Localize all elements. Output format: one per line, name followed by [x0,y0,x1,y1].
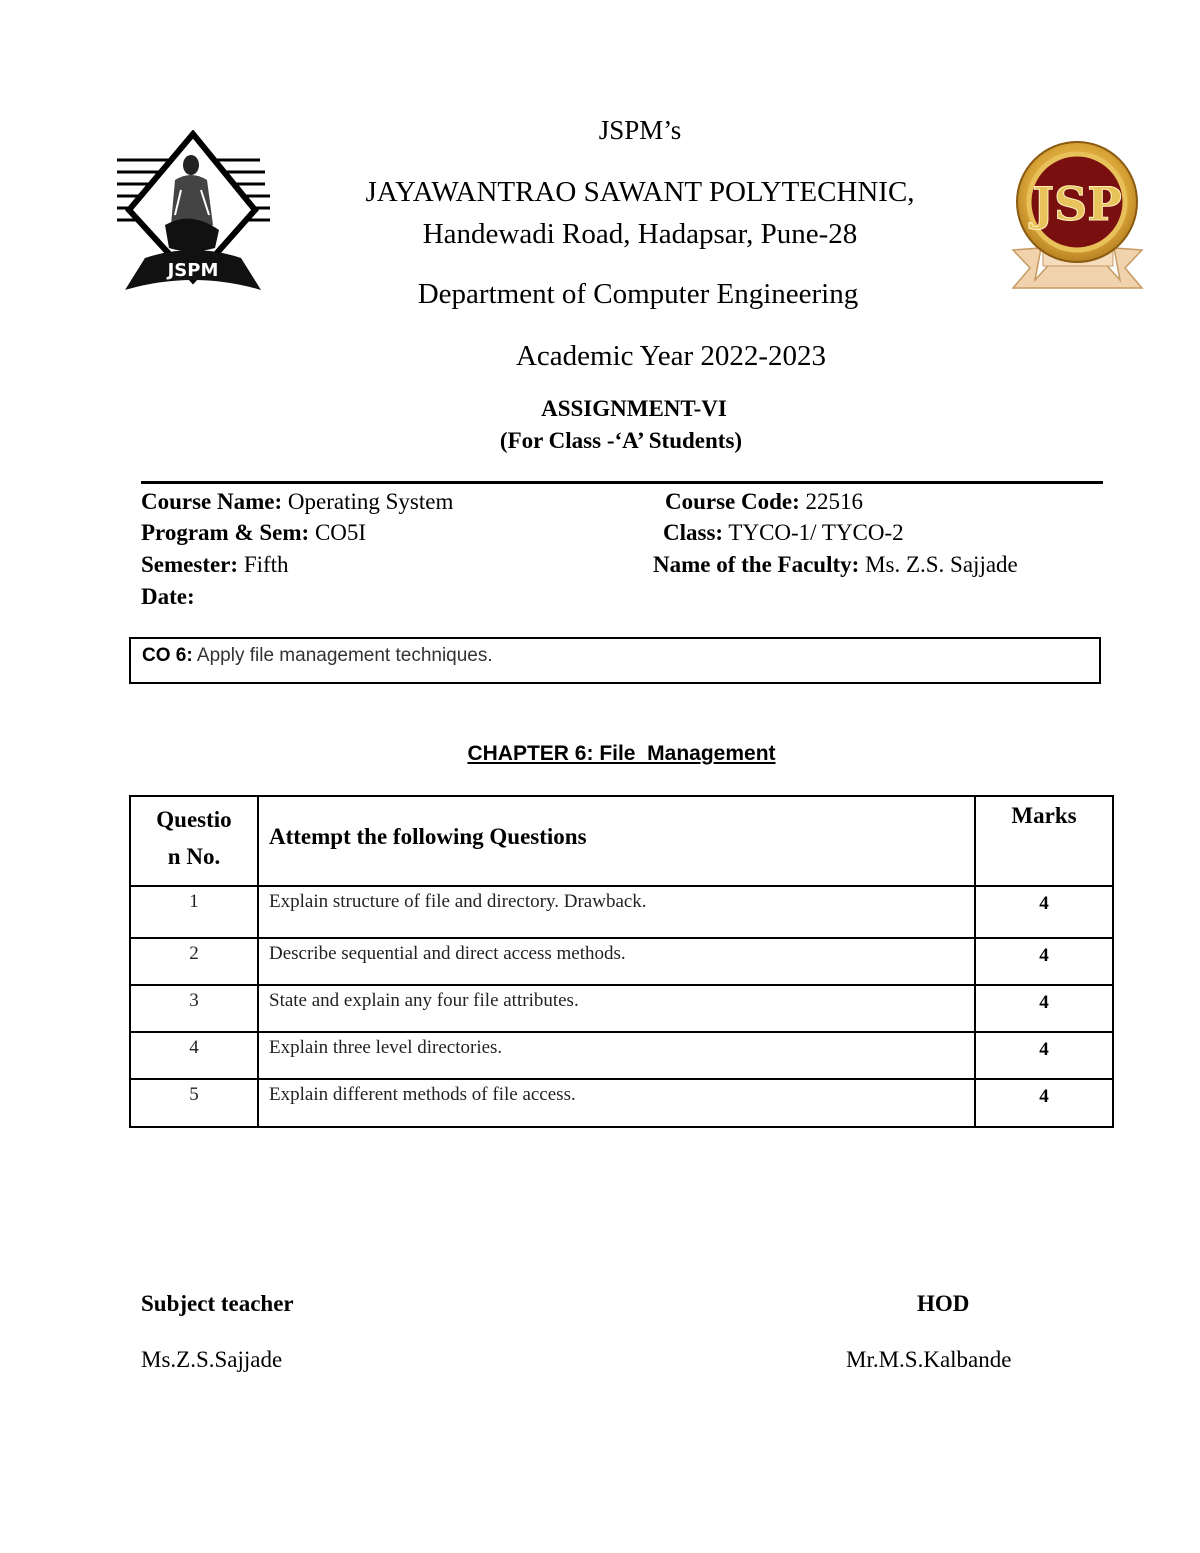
semester-line [141,552,289,578]
jsp-logo [1005,140,1150,290]
table-row [130,1032,1113,1079]
question-marks: 4 [975,985,1113,1032]
course-name: Operating System [287,489,454,514]
questions-table [129,795,1114,1128]
question-text: Explain structure of file and directory. Drawback. [258,886,975,938]
assignment-title: ASSIGNMENT-VI [541,396,727,421]
header-question: Attempt the following Questions [258,796,975,886]
faculty-line [653,552,1018,578]
jspm-logo-text: JSPM [167,260,219,281]
org-name: JSPM’s [598,115,682,145]
question-number: 2 [130,938,258,985]
faculty: Ms. Z.S. Sajjade [865,552,1018,577]
table-row [130,886,1113,938]
program-label: Program & Sem: [141,520,310,545]
class: TYCO-1/ TYCO-2 [728,520,904,545]
college-address: Handewadi Road, Hadapsar, Pune-28 [422,218,858,250]
program-line [141,520,366,546]
jspm-logo [115,130,275,295]
question-marks: 4 [975,1032,1113,1079]
question-number: 3 [130,985,258,1032]
table-row [130,985,1113,1032]
jsp-logo-text: JSP [1032,177,1122,231]
college-name: JAYAWANTRAO SAWANT POLYTECHNIC, [365,176,915,208]
date-line [141,584,195,610]
semester-label: Semester: [141,552,239,577]
date-label: Date: [141,584,195,609]
table-row [130,1079,1113,1127]
faculty-label: Name of the Faculty: [653,552,860,577]
course-code-line [665,489,863,515]
question-text: State and explain any four file attributes. [258,985,975,1032]
department: Department of Computer Engineering [417,278,859,310]
header-question-no [130,796,258,886]
subject-teacher-title: Subject teacher [141,1291,294,1316]
question-marks: 4 [975,1079,1113,1127]
question-marks: 4 [975,938,1113,985]
subject-teacher-name: Ms.Z.S.Sajjade [141,1347,283,1372]
header-question-no-line1: Questio [156,807,232,832]
for-class: (For Class -‘A’ Students) [499,428,743,453]
question-text: Explain different methods of file access. [258,1079,975,1127]
question-text: Describe sequential and direct access methods. [258,938,975,985]
program: CO5I [314,520,367,545]
course-name-label: Course Name: [141,489,283,514]
co-text: Apply file management techniques. [196,645,493,666]
co-label: CO 6: [142,645,193,666]
question-text: Explain three level directories. [258,1032,975,1079]
question-number: 4 [130,1032,258,1079]
course-code-label: Course Code: [665,489,800,514]
chapter-title: CHAPTER 6: File Management [467,742,776,765]
header-divider [141,481,1103,484]
class-line [663,520,904,546]
table-header-row [130,796,1113,886]
question-marks: 4 [975,886,1113,938]
course-name-line [141,489,453,515]
hod-title: HOD [917,1291,970,1316]
hod-name: Mr.M.S.Kalbande [846,1347,1012,1372]
academic-year: Academic Year 2022-2023 [515,340,827,372]
question-number: 5 [130,1079,258,1127]
header-marks: Marks [975,796,1113,886]
table-row [130,938,1113,985]
class-label: Class: [663,520,724,545]
question-number: 1 [130,886,258,938]
course-code: 22516 [805,489,864,514]
header-question-no-line2: n No. [167,844,221,869]
course-outcome-box [129,637,1101,684]
semester: Fifth [243,552,289,577]
